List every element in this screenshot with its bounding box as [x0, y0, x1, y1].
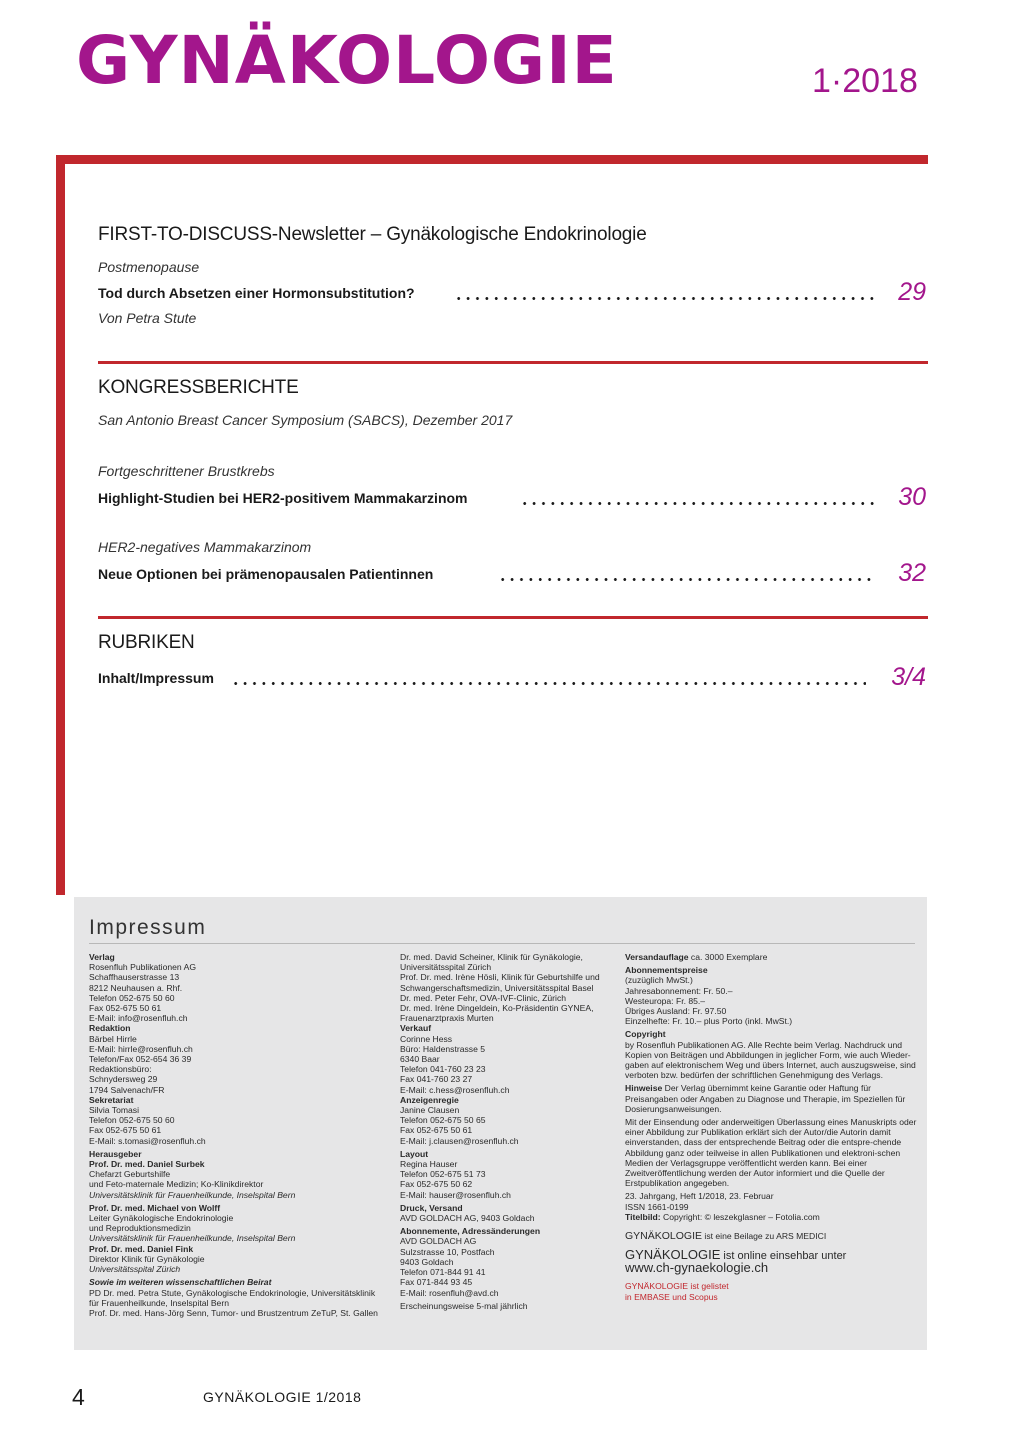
section-title-kongressberichte: KONGRESSBERICHTE [98, 377, 299, 398]
impressum-line: Prof. Dr. med. Daniel Fink [89, 1243, 194, 1254]
impressum-line: E-Mail: s.tomasi@rosenfluh.ch [89, 1135, 206, 1146]
impressum-line: Universitätsklinik für Frauenheilkunde, Inselspital Bern [89, 1189, 296, 1200]
toc-entry-page: 30 [898, 483, 926, 511]
listed-line: in EMBASE und Scopus [625, 1291, 718, 1302]
impressum-line: Sowie im weiteren wissenschaftlichen Beirat [89, 1277, 272, 1288]
impressum-line: Fax 052-675 50 61 [400, 1125, 473, 1136]
abo-line: Übriges Ausland: Fr. 97.50 [625, 1006, 727, 1017]
section-title-rubriken: RUBRIKEN [98, 632, 195, 653]
toc-entry-page: 3/4 [891, 663, 926, 691]
impressum-line: Herausgeber [89, 1148, 142, 1159]
toc-entry-title: Inhalt/Impressum [98, 670, 214, 686]
toc-frame-top-bar [56, 155, 928, 164]
impressum-line: Telefon 041-760 23 23 [400, 1064, 486, 1075]
rubric-her2-negativ: HER2-negatives Mammakarzinom [98, 539, 312, 555]
impressum-line: Telefon 052-675 50 60 [89, 1115, 175, 1126]
impressum-line: Schnydersweg 29 [89, 1074, 158, 1085]
section-divider [98, 361, 928, 364]
leader-dots [231, 682, 866, 685]
rubric-fortgeschrittener-brustkrebs: Fortgeschrittener Brustkrebs [98, 463, 275, 479]
toc-entry-title: Highlight-Studien bei HER2-positivem Mammakarzinom [98, 490, 468, 506]
issue-number: 1·2018 [812, 62, 918, 100]
impressum-line: 8212 Neuhausen a. Rhf. [89, 982, 183, 993]
impressum-line: für Frauenheilkunde, Inselspital Bern [89, 1297, 229, 1308]
masthead-title: GYNÄKOLOGIE [76, 22, 618, 99]
impressum-column-1 [89, 952, 389, 1318]
impressum-line: Chefarzt Geburtshilfe [89, 1169, 171, 1180]
impressum-line: AVD GOLDACH AG, 9403 Goldach [400, 1213, 535, 1224]
impressum-line: Universitätsklinik für Frauenheilkunde, Inselspital Bern [89, 1233, 296, 1244]
impressum-line: Druck, Versand [400, 1202, 463, 1213]
impressum-line: und Reproduktionsmedizin [89, 1223, 191, 1234]
impressum-line: Dr. med. David Scheiner, Klinik für Gynäkologie, [400, 952, 583, 962]
toc-entry-title: Neue Optionen bei prämenopausalen Patientinnen [98, 566, 434, 582]
impressum-line: Fax 071-844 93 45 [400, 1277, 473, 1288]
impressum-line: Corinne Hess [400, 1033, 453, 1044]
impressum-line: 6340 Baar [400, 1054, 440, 1065]
leader-dots [520, 502, 876, 505]
impressum-rule [89, 943, 915, 944]
impressum-line: PD Dr. med. Petra Stute, Gynäkologische Endokrinologie, Universitätsklinik [89, 1287, 376, 1298]
impressum-line: Fax 052-675 50 62 [400, 1179, 473, 1190]
impressum-line: Universitätsspital Zürich [400, 962, 492, 973]
impressum-line: Fax 052-675 50 61 [89, 1003, 162, 1014]
impressum-line: E-Mail: rosenfluh@avd.ch [400, 1287, 499, 1298]
hinweise-text: Hinweise Der Verlag übernimmt keine Garantie oder Haftung für Preisangaben oder Angaben zu Diagnose und Therapie, im Speziellen für Dosierungsanweisungen. [625, 1083, 906, 1114]
impressum-line: E-Mail: info@rosenfluh.ch [89, 1013, 188, 1024]
impressum-line: Büro: Haldenstrasse 5 [400, 1043, 486, 1054]
impressum-line: Telefon 071-844 91 41 [400, 1267, 486, 1278]
impressum-line: Prof. Dr. med. Hans-Jörg Senn, Tumor- und Brustzentrum ZeTuP, St. Gallen [89, 1307, 378, 1318]
impressum-line: Janine Clausen [400, 1105, 460, 1116]
impressum-line: Prof. Dr. med. Michael von Wolff [89, 1202, 221, 1213]
impressum-line: Frauenarztpraxis Murten [400, 1013, 494, 1024]
impressum-line: Leiter Gynäkologische Endokrinologie [89, 1213, 234, 1224]
toc-entry-her2-positiv[interactable] [98, 482, 926, 511]
impressum-line: Regina Hauser [400, 1159, 458, 1170]
impressum-line: Telefon/Fax 052-654 36 39 [89, 1054, 192, 1065]
impressum-column-3 [625, 952, 917, 1302]
footer-journal-label: GYNÄKOLOGIE 1/2018 [203, 1389, 362, 1405]
impressum-title: Impressum [89, 916, 207, 939]
abo-line: (zuzüglich MwSt.) [625, 975, 693, 986]
toc-entry-inhalt-impressum[interactable] [98, 662, 926, 691]
impressum-line: Universitätsspital Zürich [89, 1264, 181, 1275]
impressum-line: 1794 Salvenach/FR [89, 1084, 165, 1095]
impressum-line: E-Mail: j.clausen@rosenfluh.ch [400, 1135, 519, 1146]
toc-entry-praemenopausal[interactable] [98, 558, 926, 587]
impressum-line: Verlag [89, 952, 115, 962]
impressum-line: Redaktion [89, 1023, 131, 1034]
footer-page-number: 4 [72, 1384, 85, 1410]
impressum-line: Schwangerschaftsmedizin, Universitätsspital Basel [400, 982, 594, 993]
impressum-line: Fax 041-760 23 27 [400, 1074, 473, 1085]
impressum-line: Prof. Dr. med. Daniel Surbek [89, 1159, 205, 1170]
impressum-line: Telefon 052-675 50 65 [400, 1115, 486, 1126]
abo-line: Einzelhefte: Fr. 10.– plus Porto (inkl. MwSt.) [625, 1016, 793, 1027]
impressum-line: 9403 Goldach [400, 1256, 454, 1267]
impressum-line: Bärbel Hirrle [89, 1033, 137, 1044]
issn-line: ISSN 1661-0199 [625, 1201, 689, 1212]
impressum-line: und Feto-maternale Medizin; Ko-Klinikdirektor [89, 1179, 264, 1190]
section-title-newsletter: FIRST-TO-DISCUSS-Newsletter – Gynäkologische Endokrinologie [98, 224, 647, 245]
section-subtitle-sabcs: San Antonio Breast Cancer Symposium (SABCS), Dezember 2017 [98, 412, 513, 428]
impressum-line: Fax 052-675 50 61 [89, 1125, 162, 1136]
impressum-line: E-Mail: hauser@rosenfluh.ch [400, 1189, 511, 1200]
impressum-line: Layout [400, 1148, 429, 1159]
impressum-line: Telefon 052-675 50 60 [89, 992, 175, 1003]
copyright-label: Copyright [625, 1029, 666, 1040]
abonnementspreise-label: Abonnementspreise [625, 965, 708, 976]
impressum-line: Sekretariat [89, 1094, 134, 1105]
toc-entry-title: Tod durch Absetzen einer Hormonsubstitution? [98, 285, 415, 301]
impressum-line: Telefon 052-675 51 73 [400, 1169, 486, 1180]
rubric-postmenopause: Postmenopause [98, 259, 200, 275]
impressum-line: Verkauf [400, 1023, 432, 1034]
jahrgang-line: 23. Jahrgang, Heft 1/2018, 23. Februar [625, 1191, 774, 1202]
section-divider [98, 616, 928, 619]
toc-frame-left-bar [56, 155, 65, 895]
versandauflage-line: Versandauflage ca. 3000 Exemplare [625, 952, 768, 962]
impressum-line: Schaffhauserstrasse 13 [89, 972, 180, 983]
impressum-line: Prof. Dr. med. Irène Hösli, Klinik für Geburtshilfe und [400, 972, 600, 983]
toc-entry-page: 32 [898, 559, 926, 587]
author-line: Von Petra Stute [98, 310, 197, 326]
abo-line: Jahresabonnement: Fr. 50.– [625, 985, 733, 996]
einsendung-text: Mit der Einsendung oder anderweitigen Überlassung eines Manuskripts oder einer Abbildung zur Publikation erklärt sich der Autor/die Autorin damit einverstanden, dass der entsprechende Beitrag oder die entspre-chende Abbildung ganz oder teilweise in allen Publikationen und elektroni-schen Medien der Verlagsgruppe veröffentlicht werden kann. Bei einer Zweitveröffentlichung werden der Autor informiert und die Quelle der Erstpublikation angegeben. [625, 1117, 917, 1189]
impressum-line: AVD GOLDACH AG [400, 1236, 477, 1247]
leader-dots [498, 578, 876, 581]
website-link[interactable]: www.ch-gynaekologie.ch [625, 1260, 769, 1276]
abo-line: Westeuropa: Fr. 85.– [625, 995, 706, 1006]
impressum-line: Redaktionsbüro: [89, 1064, 152, 1075]
impressum-column-2 [400, 952, 615, 1311]
impressum-line: Dr. med. Peter Fehr, OVA-IVF-Clinic, Zürich [400, 992, 567, 1003]
titelbild-line: Titelbild: Copyright: © leszekglasner – Fotolia.com [625, 1211, 820, 1222]
toc-entry-page: 29 [898, 278, 926, 306]
listed-line: GYNÄKOLOGIE ist gelistet [625, 1281, 729, 1292]
impressum-line: Rosenfluh Publikationen AG [89, 962, 197, 973]
online-line: GYNÄKOLOGIE ist online einsehbar unter [625, 1247, 847, 1263]
impressum-line: Direktor Klinik für Gynäkologie [89, 1253, 205, 1264]
impressum-line: Abonnemente, Adressänderungen [400, 1226, 541, 1237]
copyright-text: by Rosenfluh Publikationen AG. Alle Rechte beim Verlag. Nachdruck und Kopien von Beiträgen und Abbildungen in jeglicher Form, wie auch Wieder-gaben auf elektronischem Weg und übers Internet, auch auszugsweise, sind verboten bzw. bedürfen der schriftlichen Genehmigung des Verlags. [625, 1039, 916, 1081]
impressum-line: E-Mail: hirrle@rosenfluh.ch [89, 1043, 193, 1054]
impressum-line: Dr. med. Irène Dingeldein, Ko-Präsidentin GYNEA, [400, 1003, 594, 1014]
impressum-line: Erscheinungsweise 5-mal jährlich [400, 1300, 528, 1311]
beilage-line: GYNÄKOLOGIE ist eine Beilage zu ARS MEDICI [625, 1230, 827, 1243]
impressum-line: Anzeigenregie [400, 1094, 459, 1105]
impressum-line: Sulzstrasse 10, Postfach [400, 1246, 495, 1257]
toc-entry-hormonsubstitution[interactable] [98, 277, 926, 306]
impressum-line: Silvia Tomasi [89, 1105, 139, 1116]
leader-dots [454, 297, 876, 300]
impressum-line: E-Mail: c.hess@rosenfluh.ch [400, 1084, 510, 1095]
